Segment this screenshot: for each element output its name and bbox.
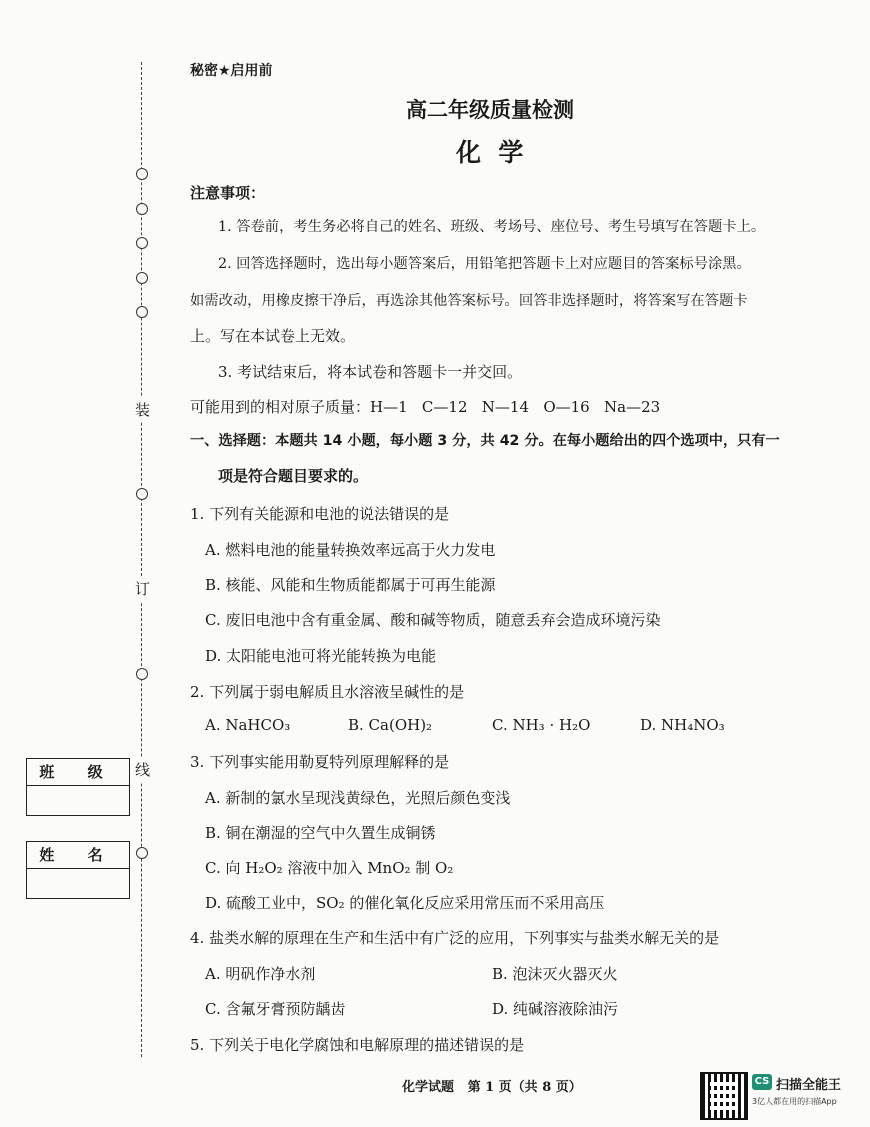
notice-item-1: 1. 答卷前，考生务必将自己的姓名、班级、考场号、座位号、考生号填写在答题卡上。 — [218, 219, 766, 235]
notice-heading: 注意事项： — [190, 184, 266, 202]
scanner-app-name: 扫描全能王 — [776, 1078, 842, 1093]
binding-hole — [136, 168, 148, 180]
binding-hole — [136, 203, 148, 215]
section-1-heading: 一、选择题：本题共 14 小题，每小题 3 分，共 42 分。在每小题给出的四个选项中，只有一 — [190, 433, 780, 449]
subject-title: 化 学 — [456, 138, 524, 167]
question-3-option-a: A. 新制的氯水呈现浅黄绿色，光照后颜色变浅 — [205, 789, 511, 807]
exam-title: 高二年级质量检测 — [406, 97, 574, 122]
qr-code-icon — [700, 1072, 748, 1120]
question-1-option-b: B. 核能、风能和生物质能都属于可再生能源 — [205, 576, 496, 594]
notice-item-3: 3. 考试结束后，将本试卷和答题卡一并交回。 — [218, 363, 523, 381]
question-3-stem: 3. 下列事实能用勒夏特列原理解释的是 — [190, 753, 450, 771]
question-1-option-a: A. 燃料电池的能量转换效率远高于火力发电 — [205, 541, 496, 559]
binding-hole — [136, 668, 148, 680]
question-4-option-b: B. 泡沫灭火器灭火 — [492, 965, 618, 983]
question-1-stem: 1. 下列有关能源和电池的说法错误的是 — [190, 505, 450, 523]
question-4-option-d: D. 纯碱溶液除油污 — [492, 1000, 619, 1018]
atomic-mass-line: 可能用到的相对原子质量：H—1 C—12 N—14 O—16 Na—23 — [190, 398, 661, 416]
binding-hole — [136, 237, 148, 249]
binding-hole — [136, 847, 148, 859]
section-1-heading-cont: 项是符合题目要求的。 — [218, 467, 369, 485]
question-2-option-b: B. Ca(OH)₂ — [348, 716, 433, 734]
binding-hole — [136, 272, 148, 284]
question-4-stem: 4. 盐类水解的原理在生产和生活中有广泛的应用，下列事实与盐类水解无关的是 — [190, 929, 720, 947]
notice-item-2: 2. 回答选择题时，选出每小题答案后，用铅笔把答题卡上对应题目的答案标号涂黑。 — [218, 256, 751, 272]
question-2-stem: 2. 下列属于弱电解质且水溶液呈碱性的是 — [190, 683, 465, 701]
question-3-option-c: C. 向 H₂O₂ 溶液中加入 MnO₂ 制 O₂ — [205, 859, 454, 877]
scanner-tagline: 3亿人都在用的扫描App — [752, 1097, 837, 1106]
name-box — [26, 841, 130, 899]
question-3-option-b: B. 铜在潮湿的空气中久置生成铜锈 — [205, 824, 436, 842]
name-label: 姓 名 — [27, 842, 129, 869]
question-2-option-c: C. NH₃ · H₂O — [492, 716, 591, 734]
question-1-option-c: C. 废旧电池中含有重金属、酸和碱等物质，随意丢弃会造成环境污染 — [205, 611, 661, 629]
class-box — [26, 758, 130, 816]
question-3-option-d: D. 硫酸工业中，SO₂ 的催化氧化反应采用常压而不采用高压 — [205, 894, 605, 912]
notice-item-2-cont: 如需改动，用橡皮擦干净后，再选涂其他答案标号。回答非选择题时，将答案写在答题卡 — [190, 293, 748, 309]
question-5-stem: 5. 下列关于电化学腐蚀和电解原理的描述错误的是 — [190, 1036, 525, 1054]
confidential-label: 秘密★启用前 — [190, 63, 273, 79]
question-4-option-c: C. 含氟牙膏预防龋齿 — [205, 1000, 346, 1018]
question-2-option-a: A. NaHCO₃ — [205, 716, 291, 734]
margin-char-zhuang: 装 — [135, 397, 150, 422]
margin-char-xian: 线 — [135, 757, 150, 782]
question-2-option-d: D. NH₄NO₃ — [640, 716, 725, 734]
margin-char-ding: 订 — [135, 576, 150, 601]
question-1-option-d: D. 太阳能电池可将光能转换为电能 — [205, 647, 437, 665]
scanner-logo-icon: CS — [752, 1074, 772, 1090]
class-label: 班 级 — [27, 759, 129, 786]
notice-item-2-end: 上。写在本试卷上无效。 — [190, 327, 356, 345]
binding-hole — [136, 306, 148, 318]
question-4-option-a: A. 明矾作净水剂 — [205, 965, 316, 983]
page-footer: 化学试题 第 1 页（共 8 页） — [402, 1080, 582, 1095]
binding-hole — [136, 488, 148, 500]
